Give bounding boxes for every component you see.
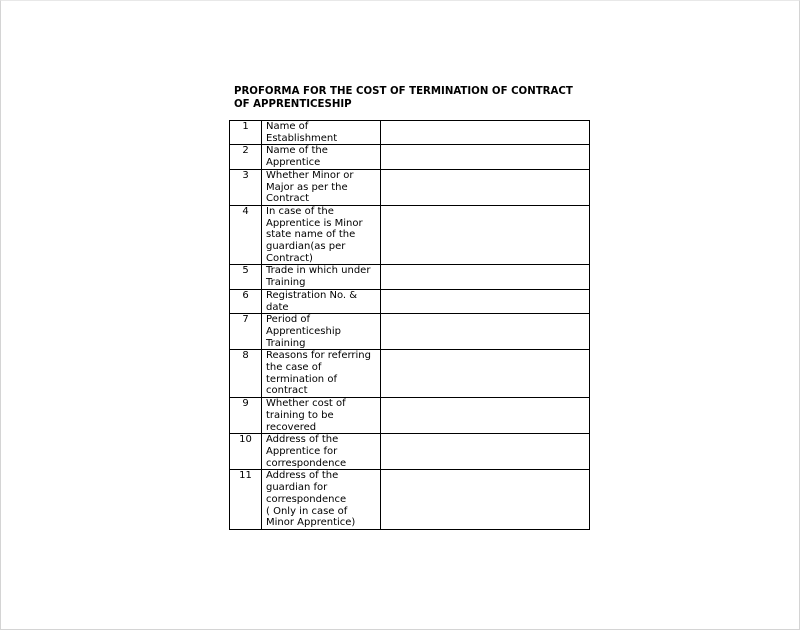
table-row-7	[230, 314, 590, 350]
row-label	[262, 350, 381, 398]
row-number: 1	[230, 121, 262, 145]
row-label-line: Whether Minor or	[266, 169, 354, 181]
row-label-line: recovered	[266, 421, 317, 433]
row-label-line: guardian for	[266, 482, 328, 494]
row-number: 5	[230, 265, 262, 289]
row-label-line: Contract)	[266, 252, 313, 264]
table-row-8	[230, 350, 590, 398]
title-line-2: OF APPRENTICESHIP	[234, 99, 352, 110]
row-label-line: Address of the	[266, 434, 339, 446]
row-number: 11	[230, 470, 262, 530]
table-row-5	[230, 265, 590, 289]
table-row-11	[230, 470, 590, 530]
document-title	[234, 85, 594, 111]
row-number: 6	[230, 289, 262, 313]
row-label-line: Apprentice	[266, 157, 321, 169]
row-label	[262, 145, 381, 169]
table-row-4	[230, 205, 590, 265]
row-label	[262, 398, 381, 434]
row-label-line: Reasons for referring	[266, 350, 371, 362]
row-value-field[interactable]	[381, 121, 590, 145]
row-label	[262, 205, 381, 265]
table-row-1	[230, 121, 590, 145]
row-label-line: ( Only in case of	[266, 505, 348, 517]
row-value-field[interactable]	[381, 205, 590, 265]
row-number: 10	[230, 434, 262, 470]
row-label	[262, 121, 381, 145]
row-label	[262, 314, 381, 350]
row-label-line: Apprentice is Minor	[266, 217, 363, 229]
row-value-field[interactable]	[381, 470, 590, 530]
table-row-10	[230, 434, 590, 470]
row-label-line: Whether cost of	[266, 398, 346, 410]
row-number: 9	[230, 398, 262, 434]
table-row-6	[230, 289, 590, 313]
row-label-line: Training	[266, 337, 306, 349]
row-number: 3	[230, 169, 262, 205]
row-value-field[interactable]	[381, 145, 590, 169]
row-label-line: correspondence	[266, 493, 347, 505]
row-number: 4	[230, 205, 262, 265]
row-number: 7	[230, 314, 262, 350]
row-label-line: Apprenticeship	[266, 325, 341, 337]
row-label-line: Apprentice for	[266, 445, 338, 457]
title-line-1: PROFORMA FOR THE COST OF TERMINATION OF CONTRACT	[234, 86, 573, 97]
proforma-table	[229, 120, 590, 530]
row-label-line: state name of the	[266, 229, 356, 241]
row-label-line: In case of the	[266, 205, 334, 217]
row-label	[262, 289, 381, 313]
row-label-line: training to be	[266, 409, 334, 421]
row-label-line: Minor Apprentice)	[266, 517, 356, 529]
row-label-line: Name of the	[266, 145, 328, 157]
row-label-line: Major as per the	[266, 181, 348, 193]
row-number: 2	[230, 145, 262, 169]
table-row-3	[230, 169, 590, 205]
row-label-line: the case of	[266, 362, 322, 374]
row-value-field[interactable]	[381, 314, 590, 350]
table-row-9	[230, 398, 590, 434]
row-value-field[interactable]	[381, 398, 590, 434]
row-label-line: date	[266, 301, 289, 313]
row-value-field[interactable]	[381, 434, 590, 470]
row-label-line: Training	[266, 277, 306, 289]
row-label-line: Name of	[266, 121, 309, 132]
row-label	[262, 434, 381, 470]
row-label-line: termination of	[266, 373, 337, 385]
row-value-field[interactable]	[381, 350, 590, 398]
row-label-line: Contract	[266, 193, 310, 205]
row-label	[262, 169, 381, 205]
row-label-line: Period of	[266, 314, 310, 326]
row-label-line: Address of the	[266, 470, 339, 482]
row-label-line: Trade in which under	[266, 265, 371, 277]
row-label-line: contract	[266, 385, 308, 397]
row-label	[262, 470, 381, 530]
row-value-field[interactable]	[381, 289, 590, 313]
proforma-table-body	[230, 121, 590, 530]
table-row-2	[230, 145, 590, 169]
row-label-line: Registration No. &	[266, 289, 358, 301]
row-number: 8	[230, 350, 262, 398]
row-label-line: correspondence	[266, 457, 347, 469]
row-label-line: guardian(as per	[266, 241, 346, 253]
row-label	[262, 265, 381, 289]
row-label-line: Establishment	[266, 132, 338, 144]
row-value-field[interactable]	[381, 265, 590, 289]
row-value-field[interactable]	[381, 169, 590, 205]
